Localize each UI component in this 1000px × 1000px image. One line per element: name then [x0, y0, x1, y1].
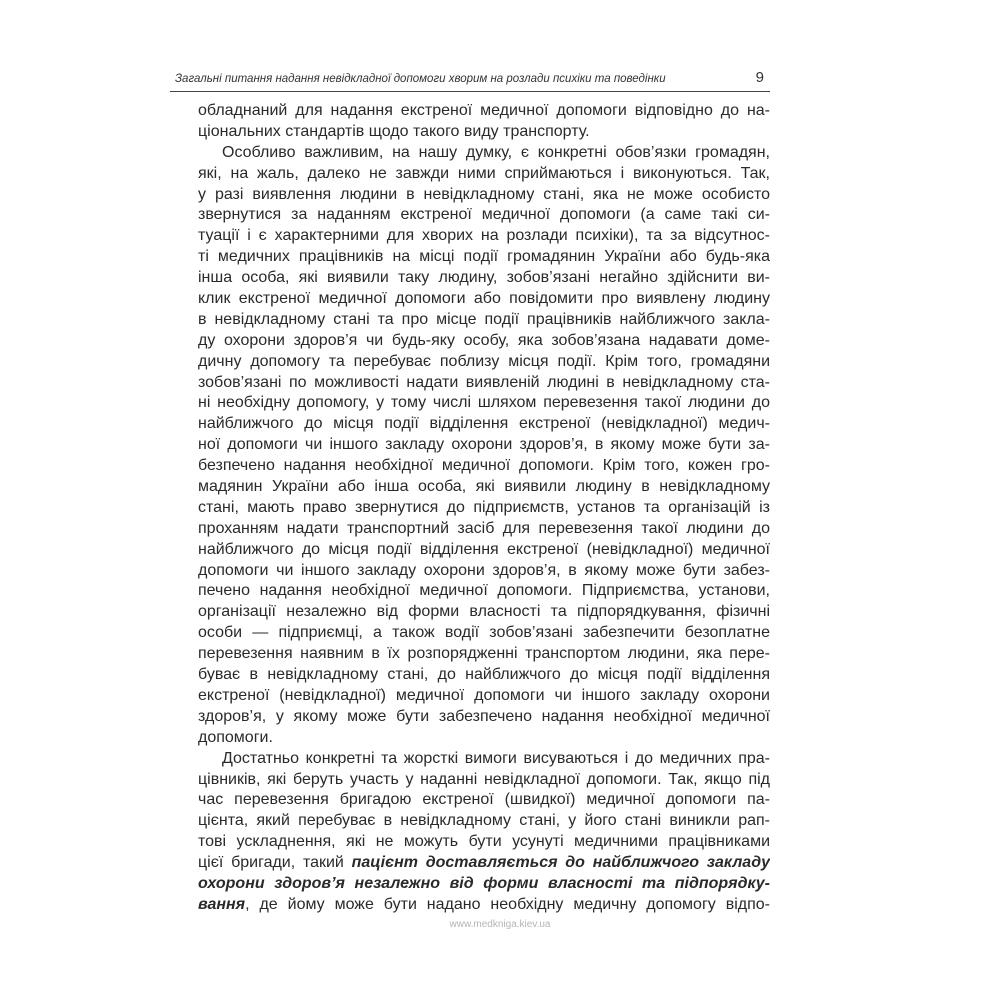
text-line: інша особа, які виявили таку людину, зобов’язані негайно здійснити ви- [198, 269, 770, 287]
text-line: найближчого до місця події відділення екстреної (невідкладної) медич- [198, 415, 770, 433]
text-line: найближчого до місця події відділення екстреної (невідкладної) медичної [198, 540, 770, 558]
text-segment: , де йому може бути надано необхідну медичну допомогу відпо- [245, 895, 770, 913]
text-line: стані, мають право звернутися до підприємств, установ та організацій із [198, 498, 770, 516]
emphasis-text: вання [198, 895, 246, 913]
text-line: Особливо важливим, на нашу думку, є конкретні обов’язки громадян, [222, 143, 770, 161]
text-line: особи — підприємці, а також водії зобов’язані забезпечити безоплатне [198, 624, 770, 642]
text-line [198, 874, 770, 895]
text-line: обладнаний для надання екстреної медичної допомоги відповідно до на- [198, 102, 770, 119]
emphasis-text: охорони здоров’я незалежно від форми власності та підпорядку- [198, 874, 770, 892]
text-line: допомоги чи іншого закладу охорони здоров’я, в якому може бути забез- [198, 561, 770, 579]
text-line: організації незалежно від форми власності та підпорядкування, фізичні [198, 603, 770, 621]
text-line: перевезення наявним в їх розпорядженні транспортом людини, яка пере- [198, 645, 770, 663]
text-line: клик екстреної медичної допомоги або повідомити про виявлену людину [198, 290, 770, 308]
text-line: мадянин України або інша особа, які виявили людину в невідкладному [198, 478, 770, 496]
text-line: буває в невідкладному стані, до найближчого до місця події відділення [198, 666, 770, 684]
text-line [198, 853, 770, 874]
emphasis-text: пацієнт доставляється до найближчого закладу [351, 854, 770, 872]
text-line: безпечено надання необхідної медичної допомоги. Крім того, кожен гро- [198, 457, 770, 475]
text-line: екстреної (невідкладної) медичної допомоги чи іншого закладу охорони [198, 686, 770, 704]
text-line: печено надання необхідної медичної допомоги. Підприємства, установи, [198, 582, 770, 600]
text-line: туації і є характерними для хворих на розлади психіки), та за відсутнос- [198, 227, 770, 245]
header-rule [170, 91, 770, 92]
text-line: в невідкладному стані та про місце події працівників найближчого закла- [198, 310, 770, 328]
footer-url: www.medkniga.kiev.ua [449, 919, 551, 930]
text-line: здоров’я, у якому може бути забезпечено надання необхідної медичної [198, 707, 770, 725]
text-line: ні необхідну допомогу, у тому числі шляхом перевезення такої людини до [198, 394, 770, 412]
text-line: цієнта, який перебуває в невідкладному стані, у його стані виникли рап- [198, 812, 770, 830]
text-line: звернутися за наданням екстреної медичної допомоги (а саме такі си- [198, 206, 770, 224]
running-header [170, 66, 770, 92]
text-segment: цієї бригади, такий [198, 854, 352, 872]
text-line: ної допомоги чи іншого закладу охорони здоров’я, в якому може бути за- [198, 436, 770, 454]
text-line: ті медичних працівників на місці події громадянин України або будь-яка [198, 248, 770, 266]
text-line: тові ускладнення, які не можуть бути усунуті медичними працівниками [198, 833, 770, 851]
running-title: Загальні питання надання невідкладної допомоги хворим на розлади психіки та поведінки [175, 73, 666, 85]
text-line: ду охорони здоров’я чи будь-яку особу, яка зобов’язана надавати доме- [198, 331, 770, 349]
page-number: 9 [755, 69, 764, 86]
text-line [198, 895, 770, 916]
text-line: Достатньо конкретні та жорсткі вимоги висуваються і до медичних пра- [222, 749, 770, 767]
text-line: зобов’язані по можливості надати виявленій людині в невідкладному ста- [198, 373, 770, 391]
text-line: які, на жаль, далеко не завжди ними сприймаються і виконуються. Так, [198, 164, 770, 182]
text-line: дичну допомогу та перебуває поблизу місця події. Крім того, громадяни [198, 352, 770, 370]
text-line: у разі виявлення людини в невідкладному стані, яка не може особисто [198, 185, 770, 203]
text-line: допомоги. [198, 728, 273, 746]
body-text [198, 101, 770, 916]
text-line: ціональних стандартів щодо такого виду транспорту. [198, 122, 590, 140]
text-line: проханням надати транспортний засіб для перевезення такої людини до [198, 519, 770, 537]
text-line: цівників, які беруть участь у наданні невідкладної допомоги. Так, якщо під [198, 770, 770, 788]
text-line: час перевезення бригадою екстреної (швидкої) медичної допомоги па- [198, 791, 770, 809]
